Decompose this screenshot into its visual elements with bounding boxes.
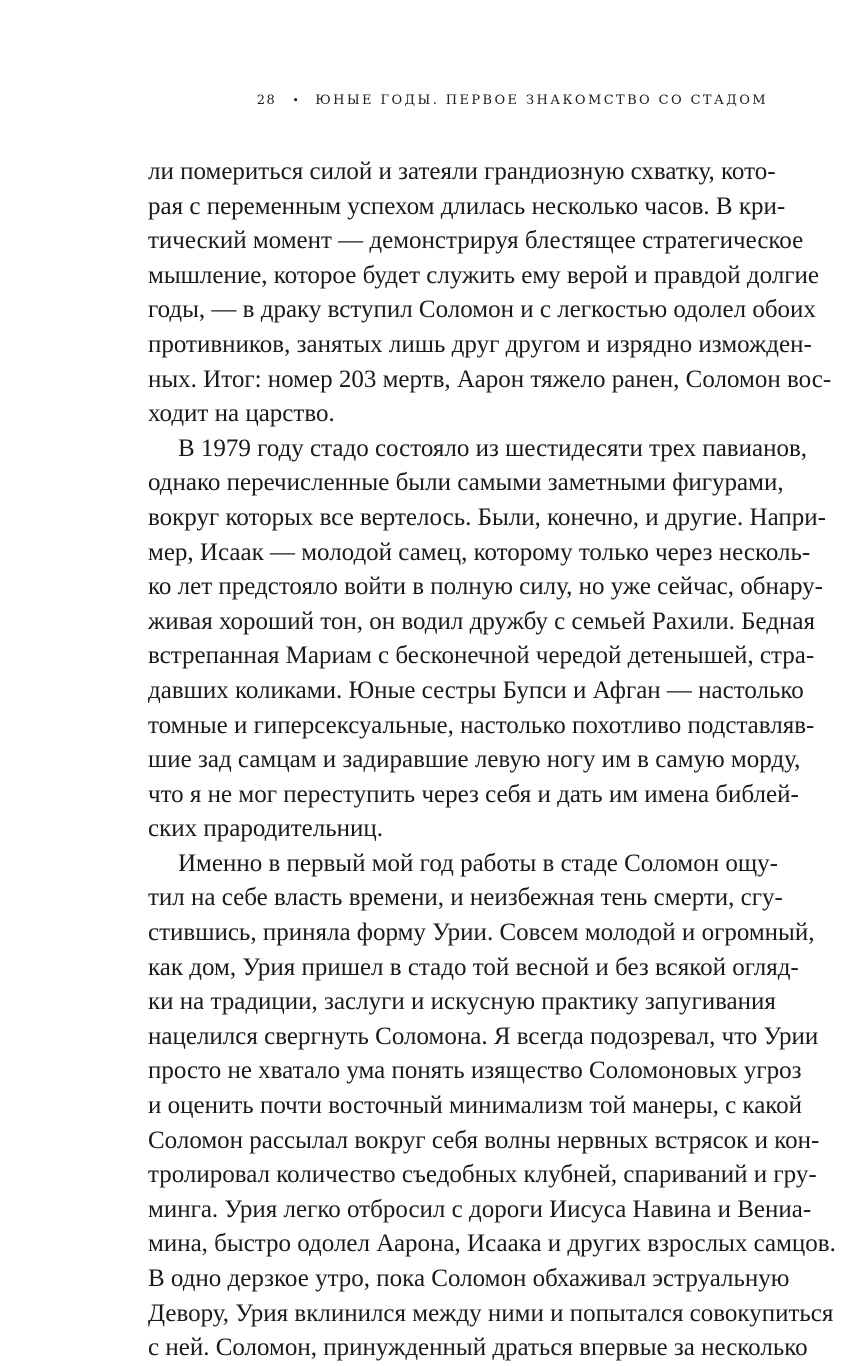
text-line: ходит на царство. bbox=[148, 400, 335, 428]
header-bullet: • bbox=[292, 94, 302, 107]
text-line: Девору, Урия вклинился между ними и попытался совокупиться bbox=[148, 1299, 834, 1327]
text-line: тический момент — демонстрируя блестящее стратегическое bbox=[148, 227, 804, 255]
text-line: В одно дерзкое утро, пока Соломон обхаживал эструальную bbox=[148, 1265, 790, 1292]
text-line: Именно в первый мой год работы в стаде Соломон ощу- bbox=[178, 849, 778, 877]
text-line: тил на себе власть времени, и неизбежная тень смерти, сгу- bbox=[148, 884, 783, 912]
page-number: 28 bbox=[256, 93, 277, 108]
text-line: ных. Итог: номер 203 мертв, Аарон тяжело ранен, Соломон вос- bbox=[148, 365, 832, 393]
running-header bbox=[148, 93, 768, 117]
text-line: давших коликами. Юные сестры Бупси и Афган — настолько bbox=[148, 676, 804, 704]
text-line: ских прародительниц. bbox=[148, 815, 384, 843]
text-line: встрепанная Мариам с бесконечной чередой детенышей, стра- bbox=[148, 642, 815, 670]
text-line: рая с переменным успехом длилась несколько часов. В кри- bbox=[148, 192, 786, 220]
text-line: что я не мог переступить через себя и дать им имена библей- bbox=[148, 780, 799, 808]
text-line: живая хороший тон, он водил дружбу с семьей Рахили. Бедная bbox=[148, 607, 815, 635]
text-line: ко лет предстояло войти в полную силу, но уже сейчас, обнару- bbox=[148, 573, 823, 601]
text-line: вокруг которых все вертелось. Были, конечно, и другие. Напри- bbox=[148, 503, 826, 531]
text-line: противников, занятых лишь друг другом и изрядно изможден- bbox=[148, 330, 812, 358]
text-line: мышление, которое будет служить ему верой и правдой долгие bbox=[148, 261, 820, 289]
paragraph-3 bbox=[148, 847, 836, 1366]
text-line: В 1979 году стадо состояло из шестидесяти трех павианов, bbox=[178, 434, 808, 462]
body-text bbox=[148, 155, 836, 1366]
chapter-title: ЮНЫЕ ГОДЫ. ПЕРВОЕ ЗНАКОМСТВО СО СТАДОМ bbox=[315, 93, 768, 108]
text-line: нацелился свергнуть Соломона. Я всегда подозревал, что Урии bbox=[148, 1022, 819, 1050]
text-line: с ней. Соломон, принужденный драться впервые за несколько bbox=[148, 1334, 808, 1362]
text-line: тролировал количество съедобных клубней, спариваний и гру- bbox=[148, 1161, 817, 1189]
text-line: Соломон рассылал вокруг себя волны нервных встрясок и кон- bbox=[148, 1126, 820, 1154]
text-line: ли помериться силой и затеяли грандиозную схватку, кото- bbox=[148, 158, 776, 185]
text-line: просто не хватало ума понять изящество Соломоновых угроз bbox=[148, 1057, 802, 1085]
text-line: как дом, Урия пришел в стадо той весной и без всякой огляд- bbox=[148, 953, 799, 981]
text-line: шие зад самцам и задиравшие левую ногу им в самую морду, bbox=[148, 746, 801, 774]
text-line: минга. Урия легко отбросил с дороги Иисуса Навина и Вениа- bbox=[148, 1195, 812, 1223]
text-line: мина, быстро одолел Аарона, Исаака и других взрослых самцов. bbox=[148, 1230, 836, 1258]
paragraph-1 bbox=[148, 155, 832, 432]
text-line: годы, — в драку вступил Соломон и с легкостью одолел обоих bbox=[148, 296, 816, 324]
text-line: и оценить почти восточный минимализм той манеры, с какой bbox=[148, 1092, 803, 1120]
text-line: ки на традиции, заслуги и искусную практику запугивания bbox=[148, 988, 776, 1016]
text-line: однако перечисленные были самыми заметными фигурами, bbox=[148, 469, 784, 497]
text-line: мер, Исаак — молодой самец, которому только через несколь- bbox=[148, 538, 811, 566]
text-line: томные и гиперсексуальные, настолько похотливо подставляв- bbox=[148, 711, 815, 739]
paragraph-2 bbox=[148, 432, 826, 847]
text-line: стившись, приняла форму Урии. Совсем молодой и огромный, bbox=[148, 919, 815, 947]
